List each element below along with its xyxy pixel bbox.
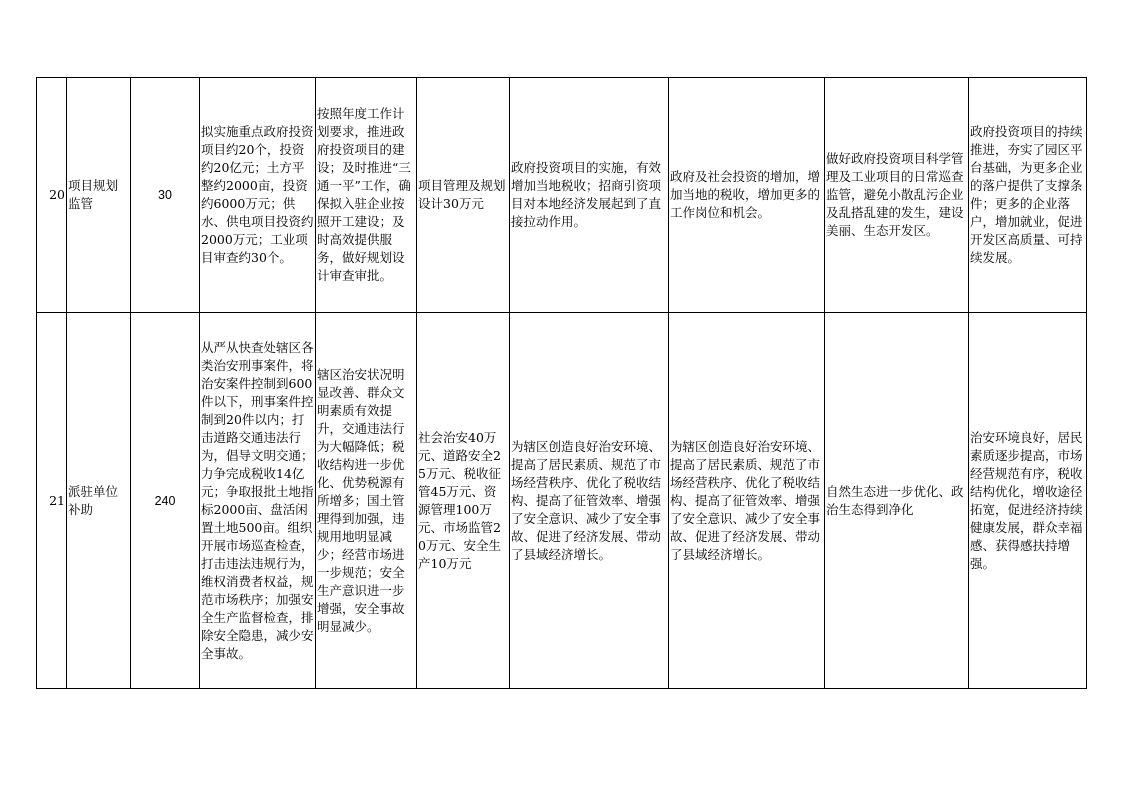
project-content: 从严从快查处辖区各类治安刑事案件，将治安案件控制到600件以下，刑事案件控制到20件以内；打击道路交通违法行为，倡导文明交通；力争完成税收14亿元；争取报批土地指标2000亩、盘活闲置土地500亩。组织开展市场巡查检查，打击违法违规行为，维权消费者权益，规范市场秩序；加强安全生产监督检查，排除安全隐患，减少安全事故。: [200, 313, 316, 689]
performance-target: 按照年度工作计划要求，推进政府投资项目的建设；及时推进“三通一平”工作，确保拟入驻企业按照开工建设；及时高效提供服务，做好规划设计审查审批。: [316, 78, 417, 313]
ecological-benefit: 自然生态进一步优化、政治生态得到净化: [825, 313, 969, 689]
row-number: 21: [37, 313, 67, 689]
ecological-benefit: 做好政府投资项目科学管理及工业项目的日常巡查监管，避免小散乱污企业及乱搭乱建的发生，建设美丽、生态开发区。: [825, 78, 969, 313]
budget-detail: 项目管理及规划设计30万元: [417, 78, 510, 313]
project-content: 拟实施重点政府投资项目约20个，投资约20亿元；土方平整约2000亩，投资约6000万元；供水、供电项目投资约2000万元；工业项目审查约30个。: [200, 78, 316, 313]
project-name: 派驻单位补助: [67, 313, 131, 689]
economic-benefit: 为辖区创造良好治安环境、提高了居民素质、规范了市场经营秩序、优化了税收结构、提高了征管效率、增强了安全意识、减少了安全事故、促进了经济发展、带动了县域经济增长。: [510, 313, 669, 689]
table-row: [37, 78, 1087, 313]
project-amount: 240: [131, 313, 200, 689]
performance-target: 辖区治安状况明显改善、群众文明素质有效提升，交通违法行为大幅降低；税收结构进一步优化、优势税源有所增多；国土管理得到加强，违规用地明显减少；经营市场进一步规范；安全生产意识进一步增强，安全事故明显减少。: [316, 313, 417, 689]
social-benefit: 为辖区创造良好治安环境、提高了居民素质、规范了市场经营秩序、优化了税收结构、提高了征管效率、增强了安全意识、减少了安全事故、促进了经济发展、带动了县域经济增长。: [669, 313, 825, 689]
sustainable-impact: 政府投资项目的持续推进，夯实了园区平台基础，为更多企业的落户提供了支撑条件；更多的企业落户，增加就业，促进开发区高质量、可持续发展。: [969, 78, 1087, 313]
performance-table: [36, 77, 1087, 689]
social-benefit: 政府及社会投资的增加，增加当地的税收，增加更多的工作岗位和机会。: [669, 78, 825, 313]
sustainable-impact: 治安环境良好，居民素质逐步提高，市场经营规范有序，税收结构优化，增收途径拓宽，促进经济持续健康发展，群众幸福感、获得感扶持增强。: [969, 313, 1087, 689]
project-amount: 30: [131, 78, 200, 313]
economic-benefit: 政府投资项目的实施，有效增加当地税收；招商引资项目对本地经济发展起到了直接拉动作用。: [510, 78, 669, 313]
row-number: 20: [37, 78, 67, 313]
project-name: 项目规划监管: [67, 78, 131, 313]
budget-detail: 社会治安40万元、道路安全25万元、税收征管45万元、资源管理100万元、市场监管20万元、安全生产10万元: [417, 313, 510, 689]
table-row: [37, 313, 1087, 689]
